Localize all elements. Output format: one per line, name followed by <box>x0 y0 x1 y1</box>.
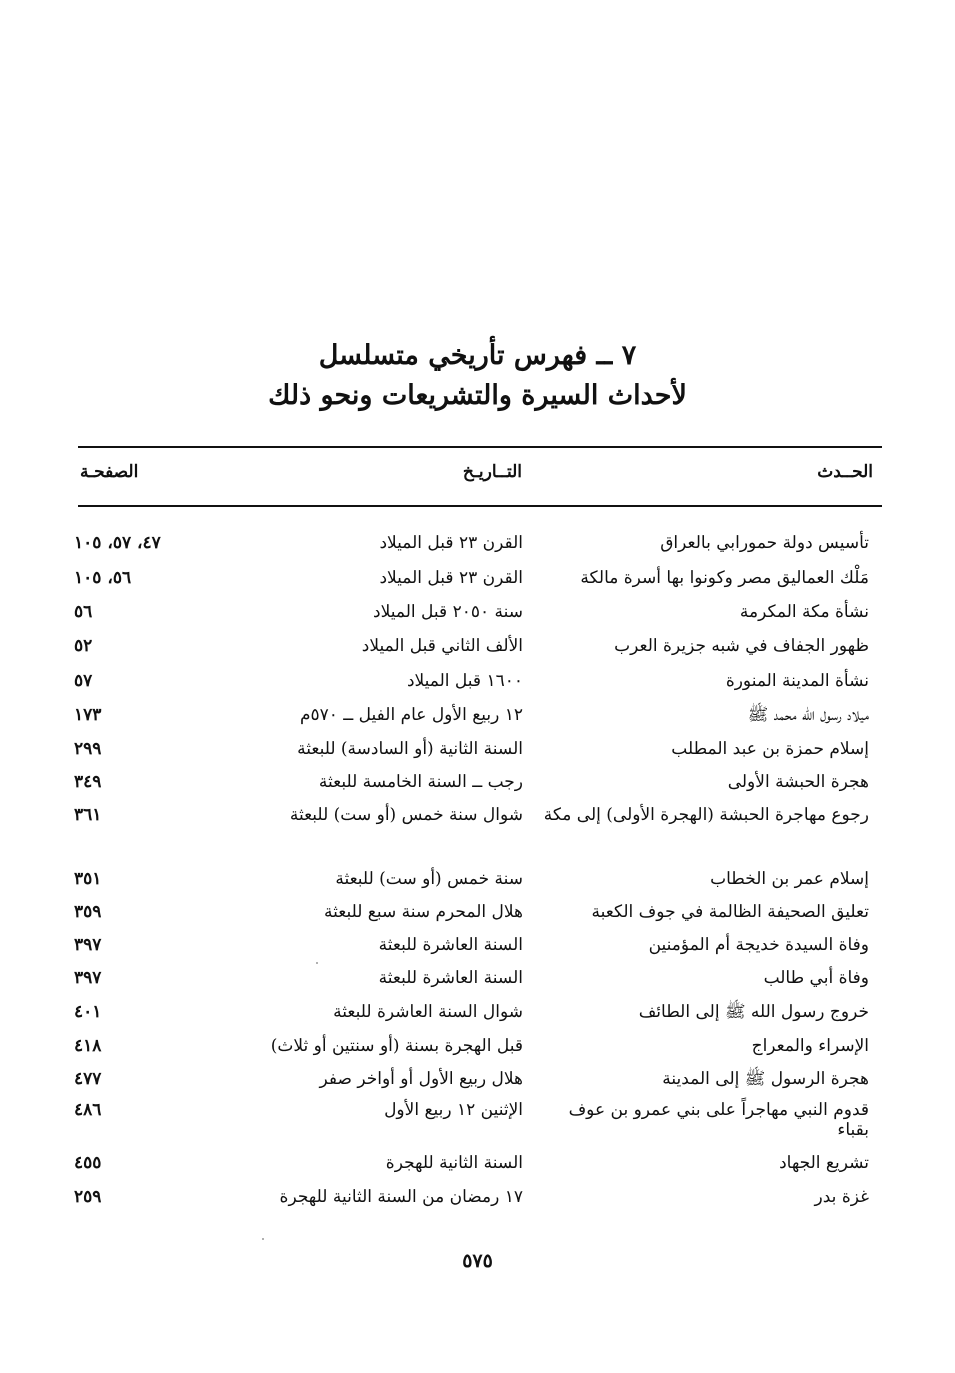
page-cell: ٥٧ <box>74 671 93 691</box>
event-cell: نشأة مكة المكرمة <box>739 602 869 622</box>
date-cell: شوال السنة العاشرة للبعثة <box>333 1002 523 1022</box>
page-cell: ٣٩٧ <box>74 968 102 988</box>
date-cell: قبل الهجرة بسنة (أو سنتين أو ثلاث) <box>270 1036 523 1056</box>
page-cell: ٤٥٥ <box>74 1153 102 1173</box>
date-cell: الإثنين ١٢ ربيع الأول <box>384 1100 523 1120</box>
page-cell: ٣٤٩ <box>74 772 102 792</box>
event-cell: تأسيس دولة حمورابي بالعراق <box>660 533 869 553</box>
page-cell: ٣٥١ <box>74 869 102 889</box>
date-cell: الألف الثاني قبل الميلاد <box>361 636 523 656</box>
date-cell: رجب ــ السنة الخامسة للبعثة <box>318 772 523 792</box>
page-cell: ٥٢ <box>74 636 93 656</box>
date-cell: القرن ٢٣ قبل الميلاد <box>379 533 523 553</box>
column-header-date: التــاريـخ <box>462 462 522 482</box>
date-cell: ١٦٠٠ قبل الميلاد <box>406 671 523 691</box>
table-header-rule <box>78 505 882 507</box>
date-cell: سنة ٢٠٥٠ قبل الميلاد <box>373 602 523 622</box>
date-cell: السنة الثانية للهجرة <box>385 1153 523 1173</box>
date-cell: السنة العاشرة للبعثة <box>378 935 523 955</box>
event-cell: خروج رسول الله ﷺ إلى الطائف <box>638 1002 869 1022</box>
event-cell: وفاة السيدة خديجة أم المؤمنين <box>648 935 869 955</box>
date-cell: السنة الثانية (أو السادسة) للبعثة <box>297 739 523 759</box>
page-cell: ٣٦١ <box>74 805 102 825</box>
page-cell: ٤٧، ٥٧، ١٠٥ <box>74 533 161 553</box>
column-header-event: الحــدث <box>817 462 873 482</box>
page-cell: ٤٨٦ <box>74 1100 102 1120</box>
page-cell: ٣٩٧ <box>74 935 102 955</box>
date-cell: هلال ربيع الأول أو أواخر صفر <box>319 1069 523 1089</box>
event-cell: رجوع مهاجرة الحبشة (الهجرة الأولى) إلى مكة <box>543 805 869 825</box>
event-cell: تشريع الجهاد <box>779 1153 869 1173</box>
page-cell: ٤٠١ <box>74 1002 102 1022</box>
page-subtitle: لأحداث السيرة والتشريعات ونحو ذلك <box>268 380 687 411</box>
page-number: ٥٧٥ <box>462 1250 493 1272</box>
event-cell: مَلْك العماليق مصر وكونوا بها أسرة مالكة <box>580 568 869 588</box>
event-cell: وفاة أبي طالب <box>763 968 869 988</box>
page-cell: ١٧٣ <box>74 705 102 725</box>
column-header-page: الصفحـة <box>80 462 139 482</box>
date-cell: القرن ٢٣ قبل الميلاد <box>379 568 523 588</box>
date-cell: ١٧ رمضان من السنة الثانية للهجرة <box>279 1187 523 1207</box>
page-cell: ٥٦، ١٠٥ <box>74 568 132 588</box>
date-cell: سنة خمس (أو ست) للبعثة <box>335 869 523 889</box>
event-cell: غزة بدر <box>814 1187 869 1207</box>
title-block <box>0 336 955 416</box>
event-cell: إسلام حمزة بن عبد المطلب <box>671 739 869 759</box>
event-cell: ميلاد رسول الله محمد ﷺ <box>747 705 869 725</box>
event-cell: هجرة الحبشة الأولى <box>727 772 869 792</box>
event-cell: قدوم النبي مهاجراً على بني عمرو بن عوف بقباء <box>568 1100 869 1140</box>
date-cell: ١٢ ربيع الأول عام الفيل ــ ٥٧٠م <box>299 705 523 725</box>
page-cell: ٢٥٩ <box>74 1187 102 1207</box>
scan-speck <box>316 962 318 964</box>
date-cell: هلال المحرم سنة سبع للبعثة <box>324 902 523 922</box>
event-cell: هجرة الرسول ﷺ إلى المدينة <box>662 1069 869 1089</box>
table-top-rule <box>78 446 882 448</box>
date-cell: شوال سنة خمس (أو ست) للبعثة <box>289 805 523 825</box>
date-cell: السنة العاشرة للبعثة <box>378 968 523 988</box>
event-cell: إسلام عمر بن الخطاب <box>710 869 869 889</box>
event-cell: تعليق الصحيفة الظالمة في جوف الكعبة <box>591 902 869 922</box>
scan-speck <box>262 1238 264 1240</box>
event-cell: الإسراء والمعراج <box>751 1036 869 1056</box>
page-title: ٧ ــ فهرس تأريخي متسلسل <box>318 340 637 371</box>
page-cell: ٤٧٧ <box>74 1069 102 1089</box>
event-cell: ظهور الجفاف في شبه جزيرة العرب <box>614 636 869 656</box>
page-cell: ٢٩٩ <box>74 739 102 759</box>
event-cell: نشأة المدينة المنورة <box>725 671 869 691</box>
page-cell: ٣٥٩ <box>74 902 102 922</box>
page-cell: ٤١٨ <box>74 1036 102 1056</box>
page-cell: ٥٦ <box>74 602 93 622</box>
